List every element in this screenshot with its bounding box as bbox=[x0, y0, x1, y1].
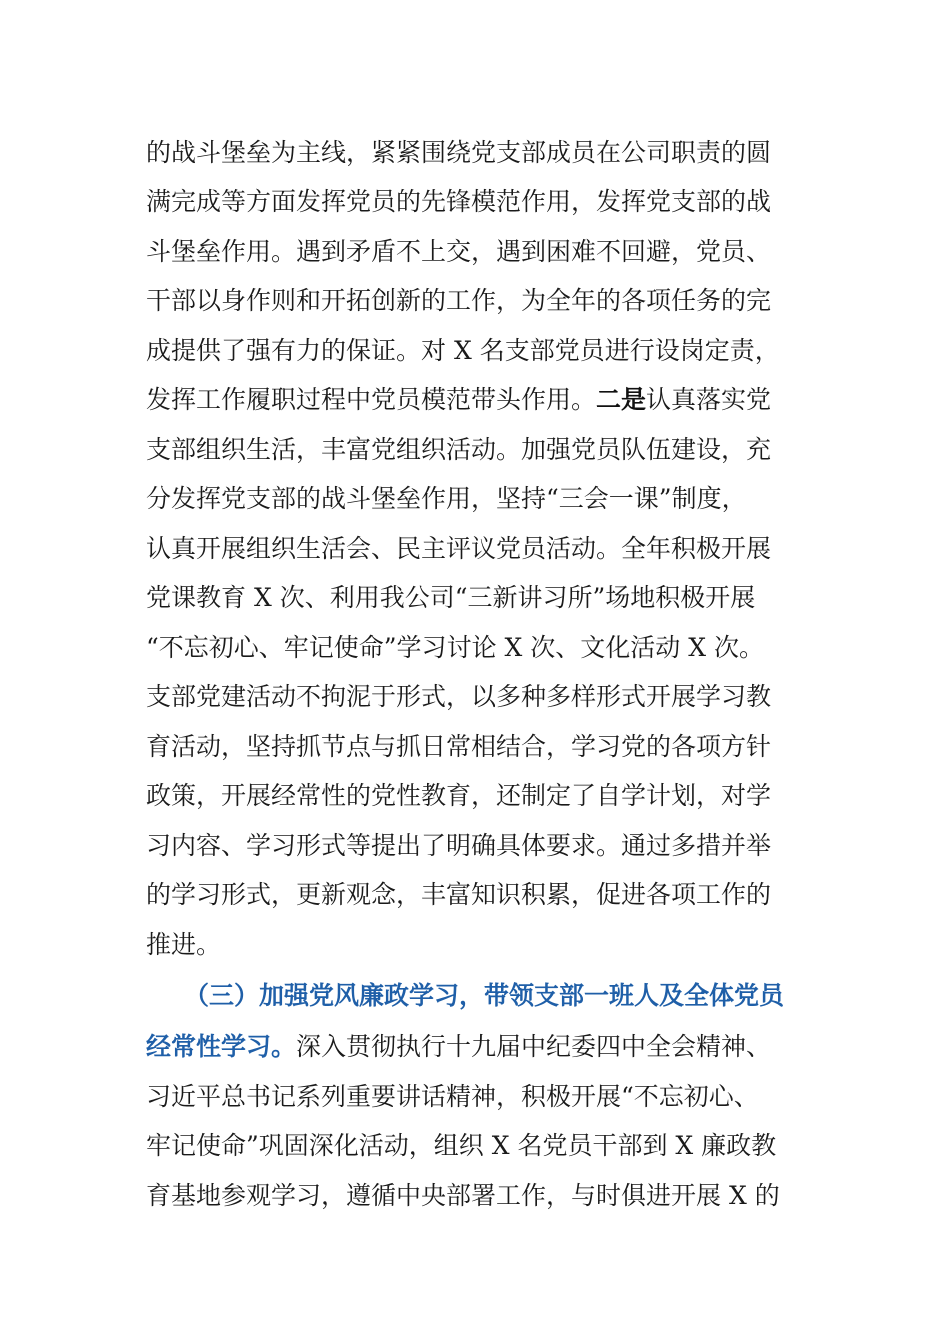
text-line: 政策，开展经常性的党性教育，还制定了自学计划，对学 bbox=[146, 781, 772, 810]
text-line bbox=[146, 375, 771, 425]
text-line: 牢记使命”巩固深化活动，组织 X 名党员干部到 X 廉政教 bbox=[146, 1131, 777, 1160]
text-line: 的战斗堡垒为主线，紧紧围绕党支部成员在公司职责的圆 bbox=[146, 138, 772, 167]
text-line: 党课教育 X 次、利用我公司“三新讲习所”场地积极开展 bbox=[146, 583, 756, 612]
text-line: 认真开展组织生活会、民主评议党员活动。全年积极开展 bbox=[146, 534, 772, 563]
text-line: 支部组织生活，丰富党组织活动。加强党员队伍建设，充 bbox=[146, 435, 772, 464]
emphasis-text: 二是 bbox=[596, 385, 647, 414]
text-line: “不忘初心、牢记使命”学习讨论 X 次、文化活动 X 次。 bbox=[146, 633, 764, 662]
text-line: 推进。 bbox=[146, 930, 222, 959]
text-line: 分发挥党支部的战斗堡垒作用，坚持“三会一课”制度， bbox=[146, 484, 747, 513]
text-line: 育活动，坚持抓节点与抓日常相结合，学习党的各项方针 bbox=[146, 732, 772, 761]
text-line: 的学习形式，更新观念，丰富知识积累，促进各项工作的 bbox=[146, 880, 772, 909]
text-line bbox=[146, 1022, 771, 1072]
text-line: 满完成等方面发挥党员的先锋模范作用，发挥党支部的战 bbox=[146, 187, 772, 216]
text-line: 支部党建活动不拘泥于形式，以多种多样形式开展学习教 bbox=[146, 682, 772, 711]
text-run: 深入贯彻执行十九届中纪委四中全会精神、 bbox=[296, 1032, 772, 1061]
text-line: 习近平总书记系列重要讲话精神，积极开展“不忘初心、 bbox=[146, 1082, 759, 1111]
text-run: 发挥工作履职过程中党员模范带头作用。 bbox=[146, 385, 597, 414]
text-line: 习内容、学习形式等提出了明确具体要求。通过多措并举 bbox=[146, 831, 772, 860]
heading-text: 经常性学习。 bbox=[146, 1032, 297, 1061]
heading-text: （三）加强党风廉政学习，带领支部一班人及全体党员 bbox=[184, 981, 785, 1010]
text-line: 育基地参观学习，遵循中央部署工作，与时俱进开展 X 的 bbox=[146, 1181, 780, 1210]
text-run: 认真落实党 bbox=[646, 385, 772, 414]
text-line: 斗堡垒作用。遇到矛盾不上交，遇到困难不回避，党员、 bbox=[146, 237, 772, 266]
section-heading bbox=[184, 971, 784, 1021]
text-line: 干部以身作则和开拓创新的工作，为全年的各项任务的完 bbox=[146, 286, 772, 315]
text-line: 成提供了强有力的保证。对 X 名支部党员进行设岗定责， bbox=[146, 336, 780, 365]
